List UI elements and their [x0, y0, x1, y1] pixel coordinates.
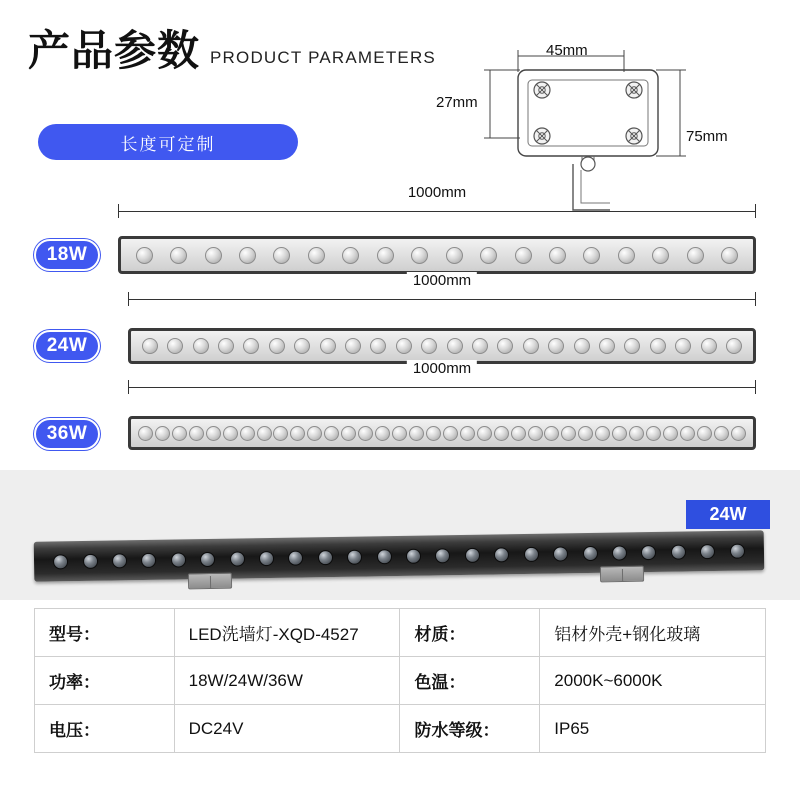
led-lens	[171, 552, 186, 567]
led-dot	[294, 338, 310, 354]
led-dot	[396, 338, 412, 354]
spec-key: 功率：	[35, 657, 175, 705]
led-dot	[544, 426, 559, 441]
led-lens	[524, 546, 539, 561]
led-dot	[646, 426, 661, 441]
led-dot	[680, 426, 695, 441]
led-dot	[731, 426, 746, 441]
led-dot	[308, 247, 325, 264]
led-dot	[477, 426, 492, 441]
led-dot	[193, 338, 209, 354]
led-dot	[697, 426, 712, 441]
dimension-line-18w	[118, 184, 756, 218]
custom-length-badge	[38, 124, 298, 160]
led-dot	[612, 426, 627, 441]
table-row	[35, 657, 766, 705]
led-dot	[324, 426, 339, 441]
led-dot	[205, 247, 222, 264]
page-title-en: PRODUCT PARAMETERS	[210, 48, 436, 67]
spec-value: DC24V	[174, 705, 400, 753]
dim-height-label: 27mm	[436, 94, 478, 111]
spec-value: IP65	[540, 705, 766, 753]
led-lens	[377, 549, 392, 564]
led-dot	[206, 426, 221, 441]
spec-value: 18W/24W/36W	[174, 657, 400, 705]
photo-power-badge	[686, 500, 770, 529]
led-dot	[583, 247, 600, 264]
led-dot	[342, 247, 359, 264]
power-badge-36w	[34, 418, 100, 450]
dimension-label-18w: 1000mm	[402, 184, 472, 201]
page-header	[28, 18, 436, 78]
led-dot	[675, 338, 691, 354]
led-dot	[726, 338, 742, 354]
mounting-bracket-right	[600, 566, 644, 583]
dimension-label-36w: 1000mm	[407, 360, 477, 377]
led-dot	[138, 426, 153, 441]
power-badge-label-18w: 18W	[46, 244, 88, 265]
power-badge-24w	[34, 330, 100, 362]
led-dot	[574, 338, 590, 354]
photo-power-badge-label: 24W	[709, 504, 747, 524]
led-dot	[650, 338, 666, 354]
led-dot	[257, 426, 272, 441]
led-lens	[141, 552, 156, 567]
led-dot	[273, 426, 288, 441]
led-lens	[553, 546, 568, 561]
led-lens	[347, 549, 362, 564]
led-dot	[447, 338, 463, 354]
power-badge-label-36w: 36W	[46, 423, 88, 444]
spec-key: 材质：	[400, 609, 540, 657]
fixture-outline-svg	[460, 28, 780, 213]
led-lens	[465, 547, 480, 562]
table-row	[35, 609, 766, 657]
dim-depth-label: 75mm	[686, 128, 728, 145]
led-dot	[136, 247, 153, 264]
led-dot	[446, 247, 463, 264]
page-title-cn: 产品参数	[28, 26, 201, 75]
led-dot	[392, 426, 407, 441]
led-dot	[290, 426, 305, 441]
led-lens	[700, 544, 715, 559]
led-dot	[269, 338, 285, 354]
led-lens	[53, 554, 68, 569]
led-dot	[663, 426, 678, 441]
spec-key: 防水等级：	[400, 705, 540, 753]
led-dot	[511, 426, 526, 441]
led-dot	[714, 426, 729, 441]
led-dot	[497, 338, 513, 354]
led-dot	[377, 247, 394, 264]
led-lens	[641, 544, 656, 559]
light-bar-18w	[118, 236, 756, 274]
led-dot	[721, 247, 738, 264]
mounting-bracket-left	[188, 573, 232, 590]
power-badge-18w	[34, 239, 100, 271]
led-dot	[172, 426, 187, 441]
led-lens	[729, 543, 744, 558]
led-dot	[494, 426, 509, 441]
led-dot	[189, 426, 204, 441]
spec-key: 型号：	[35, 609, 175, 657]
led-lens	[112, 553, 127, 568]
led-dot	[460, 426, 475, 441]
led-dot	[687, 247, 704, 264]
led-dot	[701, 338, 717, 354]
led-dot	[561, 426, 576, 441]
led-dot	[618, 247, 635, 264]
led-dot	[599, 338, 615, 354]
led-lens	[318, 550, 333, 565]
led-dot	[421, 338, 437, 354]
led-dot	[307, 426, 322, 441]
spec-value: 铝材外壳+钢化玻璃	[540, 609, 766, 657]
led-dot	[443, 426, 458, 441]
led-lens	[406, 548, 421, 563]
led-dot	[243, 338, 259, 354]
led-lens	[83, 553, 98, 568]
led-dot	[240, 426, 255, 441]
led-dot	[528, 426, 543, 441]
led-lens	[494, 547, 509, 562]
dim-width-label: 45mm	[546, 42, 588, 59]
led-lens	[582, 545, 597, 560]
led-dot	[345, 338, 361, 354]
led-dot	[629, 426, 644, 441]
led-dot	[155, 426, 170, 441]
led-dot	[624, 338, 640, 354]
led-dot	[239, 247, 256, 264]
led-dot	[375, 426, 390, 441]
led-dot	[341, 426, 356, 441]
custom-length-label: 长度可定制	[120, 134, 216, 154]
led-dot	[595, 426, 610, 441]
dimension-line-36w	[128, 360, 756, 394]
spec-value: 2000K~6000K	[540, 657, 766, 705]
led-lens	[259, 550, 274, 565]
led-lens	[200, 551, 215, 566]
led-dot	[370, 338, 386, 354]
led-dot	[218, 338, 234, 354]
led-dot	[523, 338, 539, 354]
power-badge-label-24w: 24W	[46, 335, 88, 356]
led-lens	[612, 545, 627, 560]
led-lens	[230, 551, 245, 566]
spec-key: 电压：	[35, 705, 175, 753]
dimension-line-24w	[128, 272, 756, 306]
led-lens	[671, 544, 686, 559]
led-dot	[426, 426, 441, 441]
spec-value: LED洗墙灯-XQD-4527	[174, 609, 400, 657]
led-dot	[578, 426, 593, 441]
led-dot	[167, 338, 183, 354]
spec-key: 色温：	[400, 657, 540, 705]
led-dot	[170, 247, 187, 264]
led-dot	[652, 247, 669, 264]
light-bar-24w	[128, 328, 756, 364]
led-dot	[409, 426, 424, 441]
led-dot	[273, 247, 290, 264]
dimension-label-24w: 1000mm	[407, 272, 477, 289]
led-dot	[411, 247, 428, 264]
led-lens	[288, 550, 303, 565]
spec-table	[34, 608, 766, 753]
table-row	[35, 705, 766, 753]
led-dot	[472, 338, 488, 354]
led-lens	[435, 548, 450, 563]
led-dot	[480, 247, 497, 264]
led-dot	[142, 338, 158, 354]
led-dot	[515, 247, 532, 264]
led-dot	[320, 338, 336, 354]
led-dot	[223, 426, 238, 441]
led-dot	[548, 338, 564, 354]
light-bar-36w	[128, 416, 756, 450]
led-dot	[358, 426, 373, 441]
led-dot	[549, 247, 566, 264]
